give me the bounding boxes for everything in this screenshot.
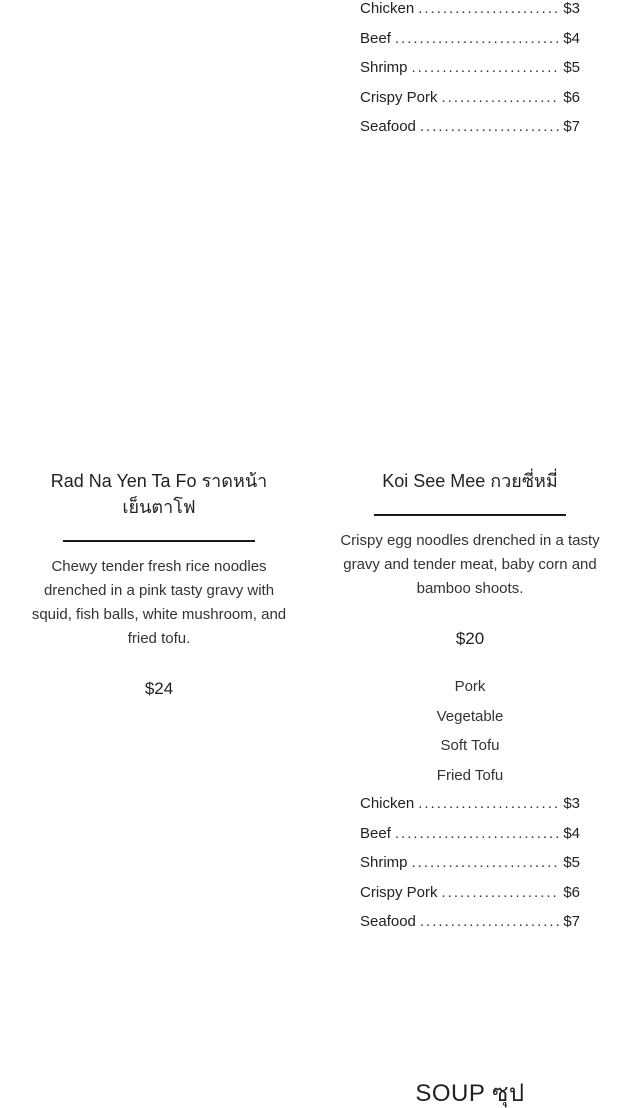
dish-price: $20 (455, 629, 485, 648)
addon-name: Chicken (360, 795, 415, 812)
addon-row-chicken (360, 794, 580, 824)
dish-title-line1: Rad Na Yen Ta Fo ราดหน้า (50, 471, 268, 491)
dish-price: $24 (144, 679, 174, 698)
addon-name: Seafood (360, 913, 416, 930)
dish-title: Koi See Mee กวยซี่หมี่ (382, 471, 558, 491)
addon-name: Crispy Pork (360, 883, 438, 901)
addon-price: $3 (563, 795, 580, 812)
dot-leader (420, 117, 559, 137)
addon-price: $6 (563, 88, 580, 106)
addon-price: $7 (563, 913, 580, 930)
addon-name: Beef (360, 824, 391, 842)
option-item: Pork (454, 678, 486, 695)
dot-leader (395, 29, 559, 49)
addon-price: $4 (563, 29, 580, 47)
dot-leader (412, 853, 560, 873)
koi-see-mee-addon-list (360, 794, 580, 942)
addon-row-chicken (360, 0, 580, 29)
title-divider (374, 514, 566, 516)
addon-price: $5 (563, 59, 580, 76)
addon-name: Chicken (360, 0, 415, 17)
protein-options (338, 677, 602, 795)
addon-price: $4 (563, 824, 580, 842)
addon-row-beef (360, 29, 580, 59)
option-item: Soft Tofu (440, 737, 500, 754)
dot-leader (395, 824, 559, 844)
addon-price: $3 (563, 0, 580, 17)
dot-leader (442, 883, 560, 903)
addon-row-crispy-pork (360, 88, 580, 118)
dish-description: Crispy egg noodles drenched in a tasty gravy and tender meat, baby corn and bamboo shoots. (340, 532, 600, 597)
addon-row-seafood (360, 912, 580, 942)
dot-leader (412, 58, 560, 78)
addon-price: $7 (563, 118, 580, 135)
section-heading-soup: SOUP ซุป (415, 1080, 525, 1107)
dish-description: Chewy tender fresh rice noodles drenched in a pink tasty gravy with squid, fish balls, white mushroom, and fried tofu. (31, 558, 287, 647)
addon-name: Crispy Pork (360, 88, 438, 106)
dot-leader (442, 88, 560, 108)
addon-row-crispy-pork (360, 883, 580, 913)
title-divider (63, 540, 255, 542)
addon-row-shrimp (360, 853, 580, 883)
dish-title (30, 468, 288, 520)
addon-name: Shrimp (360, 59, 408, 76)
top-addon-list (360, 0, 580, 147)
addon-price: $5 (563, 854, 580, 871)
addon-name: Seafood (360, 118, 416, 135)
option-item: Fried Tofu (436, 766, 504, 784)
dish-title-line2: เย็นตาโฟ (122, 497, 196, 517)
addon-price: $6 (563, 883, 580, 901)
addon-name: Shrimp (360, 854, 408, 871)
option-item: Vegetable (436, 707, 504, 725)
dot-leader (420, 912, 559, 932)
dot-leader (418, 0, 559, 19)
dish-card-koi-see-mee (338, 468, 602, 795)
dish-card-rad-na-yen-ta-fo (30, 468, 288, 701)
addon-row-shrimp (360, 58, 580, 88)
addon-name: Beef (360, 29, 391, 47)
addon-row-seafood (360, 117, 580, 147)
addon-row-beef (360, 824, 580, 854)
dot-leader (418, 794, 559, 814)
